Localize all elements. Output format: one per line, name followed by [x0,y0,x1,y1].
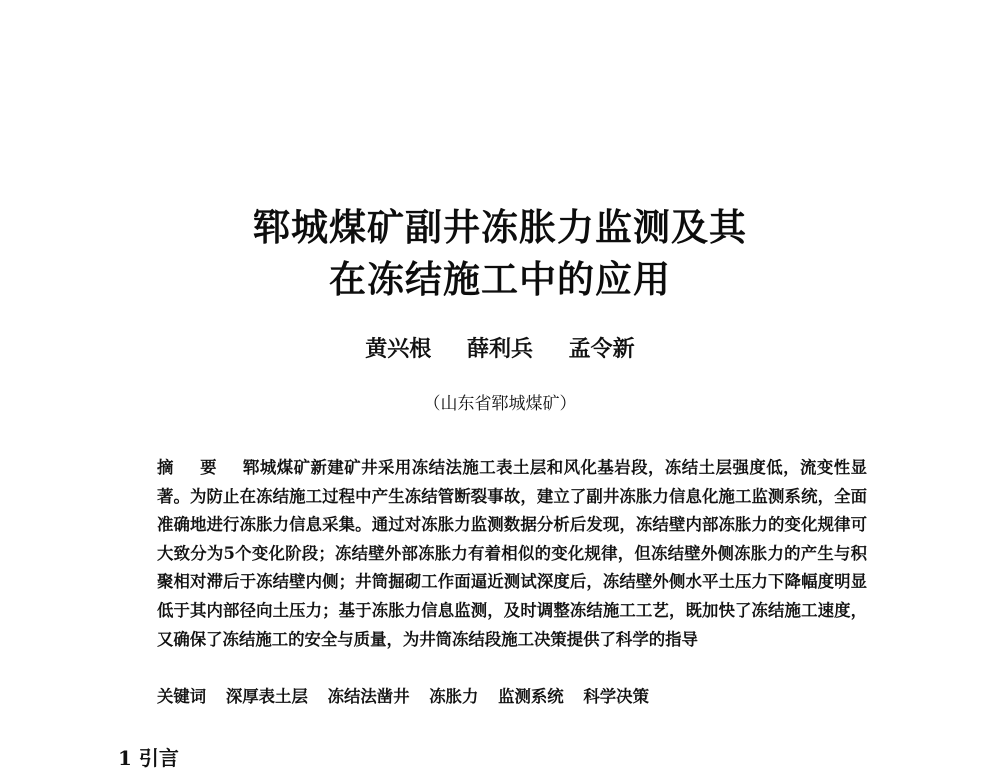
keywords-label: 关键词 [157,687,207,706]
keyword: 冻结法凿井 [327,687,410,706]
keywords [157,684,867,710]
abstract-label: 摘 要 [157,458,227,477]
abstract-text: 郓城煤矿新建矿井采用冻结法施工表土层和风化基岩段，冻结土层强度低，流变性显著。为防止在冻结施工过程中产生冻结管断裂事故，建立了副井冻胀力信息化施工监测系统，全面准确地进行冻胀力信息采集。通过对冻胀力监测数据分析后发现，冻结壁内部冻胀力的变化规律可大致分为5个变化阶段；冻结壁外部冻胀力有着相似的变化规律，但冻结壁外侧冻胀力的产生与积聚相对滞后于冻结壁内侧；井筒掘砌工作面逼近测试深度后，冻结壁外侧水平土压力下降幅度明显低于其内部径向土压力；基于冻胀力信息监测，及时调整冻结施工工艺，既加快了冻结施工速度，又确保了冻结施工的安全与质量，为井筒冻结段施工决策提供了科学的指导 [157,458,867,649]
keyword: 监测系统 [498,687,564,706]
affiliation: （山东省郓城煤矿） [423,394,577,414]
author-list [0,334,1000,364]
paper-title-line2: 在冻结施工中的应用 [329,257,671,301]
keyword: 深厚表土层 [225,687,308,706]
keyword: 冻胀力 [429,687,479,706]
section-heading: 1 引言 [118,746,179,770]
keyword: 科学决策 [583,687,649,706]
paper-title-line1: 郓城煤矿副井冻胀力监测及其 [253,205,747,249]
abstract [157,454,867,654]
author-name: 黄兴根 [365,336,432,362]
author-name: 孟令新 [568,336,635,362]
author-name: 薛利兵 [466,336,533,362]
